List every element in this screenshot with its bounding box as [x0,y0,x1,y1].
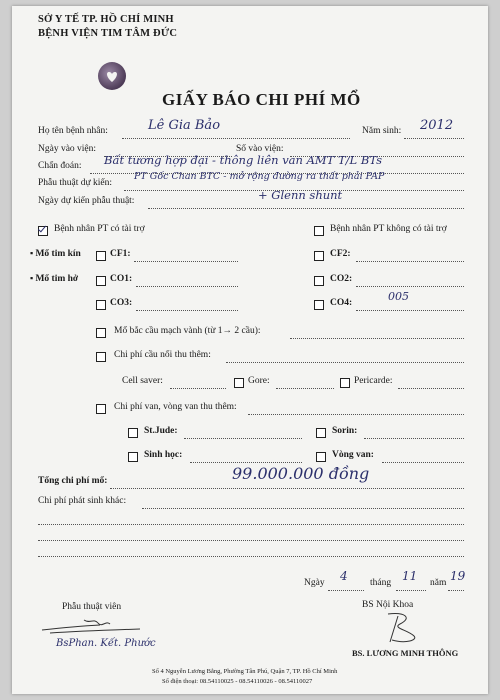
co2-checkbox[interactable] [314,276,324,286]
co2-line [356,286,464,287]
planned-surgery-label: Phẫu thuật dự kiến: [38,178,113,188]
internist-name: BS. LƯƠNG MINH THÔNG [352,648,459,658]
extra-cost-line-3 [38,540,464,541]
planned-surgery-value-2: + Glenn shunt [258,188,343,202]
hospital-name: BỆNH VIỆN TIM TÂM ĐỨC [38,28,178,39]
valve-label: Chi phí van, vòng van thu thêm: [114,402,237,412]
patient-name-line [122,138,350,139]
co2-label: CO2: [330,274,353,284]
co4-value: 005 [388,290,409,303]
total-cost-value: 99.000.000 đồng [232,464,370,483]
bypass-label: Mổ bắc cầu mạch vành (từ 1→ 2 cầu): [114,326,261,336]
sorin-checkbox[interactable] [316,428,326,438]
extra-cost-line-1 [142,508,464,509]
cell-saver-line [170,388,226,389]
ring-line [382,462,464,463]
valve-checkbox[interactable] [96,404,106,414]
closed-heart-label: ▪ Mổ tim kín [30,248,81,259]
cf1-checkbox[interactable] [96,251,106,261]
co3-label: CO3: [110,298,133,308]
extra-cost-label: Chi phí phát sinh khác: [38,496,127,506]
total-cost-line [110,488,464,489]
st-jude-checkbox[interactable] [128,428,138,438]
extra-cost-line-4 [38,556,464,557]
dept-name: SỞ Y TẾ TP. HỒ CHÍ MINH [38,14,174,25]
co4-label: CO4: [330,298,353,308]
month-line [396,590,426,591]
cf1-line [134,261,238,262]
bio-line [190,462,302,463]
cf1-label: CF1: [110,249,131,259]
planned-surgery-value: PT Gốc Chan BTC - mở rộng đường ra thất phải PAP [134,171,385,182]
st-jude-line [184,438,302,439]
sponsored-label: Bệnh nhân PT có tài trợ [54,224,145,234]
footer-phone: Số điện thoại: 08.54110025 - 08.54110026 - 08.54110027 [162,678,313,685]
form-title: GIẤY BÁO CHI PHÍ MỔ [162,90,361,109]
not-sponsored-checkbox[interactable] [314,226,324,236]
bio-label: Sinh học: [144,450,183,460]
total-cost-label: Tổng chi phí mổ: [38,476,108,486]
year-label: năm [430,578,447,588]
cf2-checkbox[interactable] [314,251,324,261]
cell-saver-label: Cell saver: [122,376,163,386]
not-sponsored-label: Bệnh nhân PT không có tài trợ [330,224,447,234]
patient-name-label: Họ tên bệnh nhân: [38,126,108,136]
internist-title: BS Nội Khoa [362,600,414,610]
open-heart-label: ▪ Mổ tim hở [30,273,79,284]
st-jude-label: St.Jude: [144,426,178,436]
bypass-line [290,338,464,339]
co1-checkbox[interactable] [96,276,106,286]
gore-label: Gore: [248,376,270,386]
admit-date-label: Ngày vào viện: [38,144,97,154]
co3-checkbox[interactable] [96,300,106,310]
bio-checkbox[interactable] [128,452,138,462]
birth-year-value: 2012 [420,118,454,133]
bypass-checkbox[interactable] [96,328,106,338]
gore-checkbox[interactable] [234,378,244,388]
sorin-line [364,438,464,439]
day-line [328,590,364,591]
ring-label: Vòng van: [332,450,374,460]
internist-signature-icon [378,610,428,646]
bridge-more-checkbox[interactable] [96,352,106,362]
day-value: 4 [340,569,348,583]
birth-year-line [404,138,464,139]
diagnosis-label: Chẩn đoán: [38,161,82,171]
bridge-more-label: Chi phí cầu nối thu thêm: [114,350,211,360]
footer-address: Số 4 Nguyễn Lương Bằng, Phường Tân Phú, Quận 7, TP. Hồ Chí Minh [152,668,338,675]
gore-line [276,388,334,389]
form-paper [12,6,488,694]
surgeon-title: Phẫu thuật viên [62,602,122,612]
surgeon-signature-icon [40,614,150,636]
patient-name-value: Lê Gia Bảo [148,118,221,133]
co1-label: CO1: [110,274,133,284]
birth-year-label: Năm sinh: [362,126,402,136]
sorin-label: Sorin: [332,426,358,436]
diagnosis-value: Bất tương hợp đại - thông liên van AMT T/L BTs [104,153,383,167]
year-value: 19 [450,569,466,583]
pericarde-label: Pericarde: [354,376,393,386]
valve-line [248,414,464,415]
co4-line [356,310,464,311]
ring-checkbox[interactable] [316,452,326,462]
pericarde-checkbox[interactable] [340,378,350,388]
month-value: 11 [402,569,418,583]
record-number-label: Số vào viện: [236,144,284,154]
surgeon-name: BsPhan. Kết. Phước [56,638,156,649]
co4-checkbox[interactable] [314,300,324,310]
extra-cost-line-2 [38,524,464,525]
surgery-date-line [148,208,464,209]
pericarde-line [398,388,464,389]
co3-line [136,310,238,311]
month-label: tháng [370,578,392,588]
surgery-date-label: Ngày dự kiến phẫu thuật: [38,196,135,206]
year-line [448,590,464,591]
co1-line [136,286,238,287]
cf2-label: CF2: [330,249,351,259]
bridge-more-line [226,362,464,363]
day-label: Ngày [304,578,325,588]
sponsored-checkbox[interactable] [38,226,48,236]
cf2-line [356,261,464,262]
heart-logo-icon [98,62,126,90]
